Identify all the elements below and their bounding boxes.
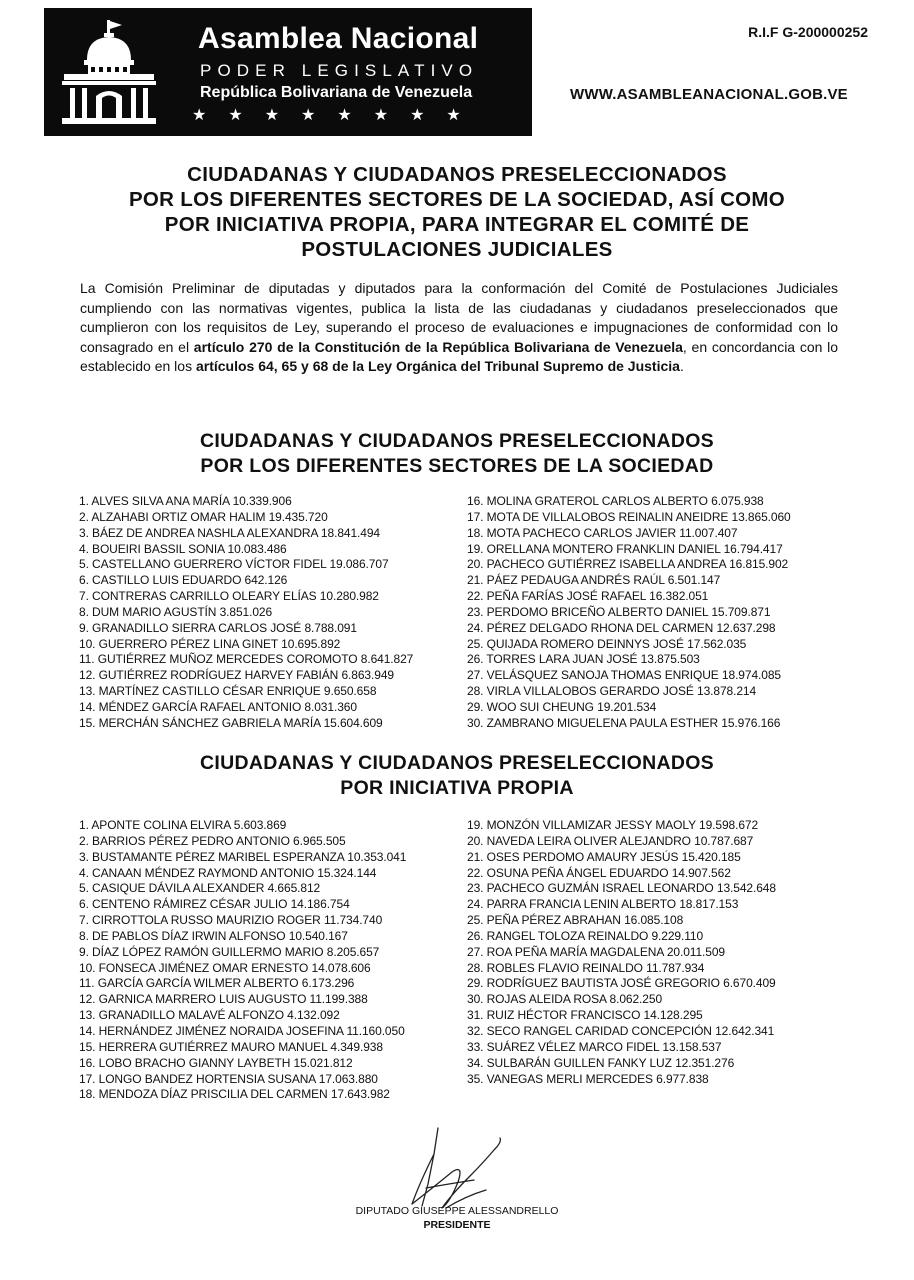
list-item: 17. LONGO BANDEZ HORTENSIA SUSANA 17.063.880 bbox=[79, 1071, 378, 1086]
list-item: 7. CONTRERAS CARRILLO OLEARY ELÍAS 10.280.982 bbox=[79, 589, 379, 604]
sectors-list-right bbox=[467, 494, 791, 732]
document-title bbox=[60, 162, 854, 262]
list-item: 25. QUIJADA ROMERO DEINNYS JOSÉ 17.562.035 bbox=[467, 636, 747, 651]
list-item: 19. MONZÓN VILLAMIZAR JESSY MAOLY 19.598.672 bbox=[467, 818, 759, 832]
section-title-line: POR LOS DIFERENTES SECTORES DE LA SOCIEDAD bbox=[200, 455, 714, 477]
own-initiative-list-left bbox=[79, 818, 406, 1103]
list-item: 32. SECO RANGEL CARIDAD CONCEPCIÓN 12.642.341 bbox=[467, 1023, 775, 1038]
section-title-own-initiative bbox=[60, 751, 854, 801]
title-line: POR LOS DIFERENTES SECTORES DE LA SOCIEDAD, ASÍ COMO bbox=[128, 188, 786, 211]
list-item: 11. GUTIÉRREZ MUÑOZ MERCEDES COROMOTO 8.641.827 bbox=[79, 652, 414, 667]
list-item: 15. MERCHÁN SÁNCHEZ GABRIELA MARÍA 15.604.609 bbox=[79, 715, 383, 730]
intro-text: La Comisión Preliminar de diputadas y diputados para la conformación del Comité de Postulaciones Judiciales cumpliendo con las normativas vigentes, publica la lista de las ciudadanas y ciudadanos preseleccionados que cumplieron con los requisitos de Ley, superando el proceso de evaluaciones e impugnaciones de conformidad con lo consagrado en el bbox=[80, 280, 838, 355]
list-item: 15. HERRERA GUTIÉRREZ MAURO MANUEL 4.349.938 bbox=[79, 1039, 383, 1054]
list-item: 10. GUERRERO PÉREZ LINA GINET 10.695.892 bbox=[79, 636, 341, 651]
list-item: 29. WOO SUI CHEUNG 19.201.534 bbox=[467, 699, 657, 714]
list-item: 27. VELÁSQUEZ SANOJA THOMAS ENRIQUE 18.974.085 bbox=[467, 668, 781, 683]
rif-number: R.I.F G-200000252 bbox=[748, 24, 868, 40]
list-item: 8. DUM MARIO AGUSTÍN 3.851.026 bbox=[79, 604, 273, 619]
list-item: 29. RODRÍGUEZ BAUTISTA JOSÉ GREGORIO 6.670.409 bbox=[467, 976, 776, 991]
list-item: 23. PERDOMO BRICEÑO ALBERTO DANIEL 15.709.871 bbox=[467, 604, 771, 619]
list-item: 12. GARNICA MARRERO LUIS AUGUSTO 11.199.388 bbox=[79, 992, 368, 1007]
list-item: 26. RANGEL TOLOZA REINALDO 9.229.110 bbox=[467, 928, 704, 943]
intro-text: . bbox=[679, 358, 684, 374]
list-item: 14. HERNÁNDEZ JIMÉNEZ NORAIDA JOSEFINA 11.160.050 bbox=[79, 1023, 405, 1038]
org-subtitle: PODER LEGISLATIVO bbox=[200, 61, 479, 80]
handwritten-signature bbox=[390, 1124, 510, 1216]
list-item: 2. BARRIOS PÉREZ PEDRO ANTONIO 6.965.505 bbox=[79, 833, 346, 848]
list-item: 1. APONTE COLINA ELVIRA 5.603.869 bbox=[79, 818, 287, 832]
list-item: 23. PACHECO GUZMÁN ISRAEL LEONARDO 13.542.648 bbox=[467, 881, 776, 896]
website-link[interactable]: WWW.ASAMBLEANACIONAL.GOB.VE bbox=[570, 86, 848, 103]
list-item: 21. OSES PERDOMO AMAURY JESÚS 15.420.185 bbox=[467, 849, 741, 864]
list-item: 26. TORRES LARA JUAN JOSÉ 13.875.503 bbox=[467, 652, 700, 667]
section-title-line: CIUDADANAS Y CIUDADANOS PRESELECCIONADOS bbox=[199, 430, 714, 452]
header-banner bbox=[44, 8, 532, 136]
list-item: 2. ALZAHABI ORTIZ OMAR HALIM 19.435.720 bbox=[79, 509, 328, 524]
list-item: 4. CANAAN MÉNDEZ RAYMOND ANTONIO 15.324.144 bbox=[79, 865, 377, 880]
title-line: CIUDADANAS Y CIUDADANOS PRESELECCIONADOS bbox=[187, 163, 727, 186]
org-name: Asamblea Nacional bbox=[198, 22, 479, 55]
list-item: 18. MENDOZA DÍAZ PRISCILIA DEL CARMEN 17.643.982 bbox=[79, 1087, 390, 1102]
list-item: 25. PEÑA PÉREZ ABRAHAN 16.085.108 bbox=[467, 913, 684, 928]
list-item: 8. DE PABLOS DÍAZ IRWIN ALFONSO 10.540.167 bbox=[79, 928, 348, 943]
section-title-sectors bbox=[60, 429, 854, 479]
list-item: 5. CASIQUE DÁVILA ALEXANDER 4.665.812 bbox=[79, 881, 321, 896]
list-item: 24. PARRA FRANCIA LENIN ALBERTO 18.817.153 bbox=[467, 897, 739, 912]
list-item: 6. CASTILLO LUIS EDUARDO 642.126 bbox=[79, 573, 288, 588]
org-country: República Bolivariana de Venezuela bbox=[200, 84, 473, 101]
sectors-list-left bbox=[79, 494, 413, 732]
list-item: 24. PÉREZ DELGADO RHONA DEL CARMEN 12.637.298 bbox=[467, 620, 776, 635]
list-item: 22. PEÑA FARÍAS JOSÉ RAFAEL 16.382.051 bbox=[467, 589, 709, 604]
intro-bold-reference: artículo 270 de la Constitución de la República Bolivariana de Venezuela bbox=[193, 338, 683, 355]
list-item: 22. OSUNA PEÑA ÁNGEL EDUARDO 14.907.562 bbox=[467, 865, 731, 880]
list-item: 34. SULBARÁN GUILLEN FANKY LUZ 12.351.276 bbox=[467, 1055, 735, 1070]
list-item: 28. ROBLES FLAVIO REINALDO 11.787.934 bbox=[467, 960, 705, 975]
list-item: 1. ALVES SILVA ANA MARÍA 10.339.906 bbox=[79, 494, 292, 508]
section-title-line: CIUDADANAS Y CIUDADANOS PRESELECCIONADOS bbox=[199, 752, 714, 774]
list-item: 30. ZAMBRANO MIGUELENA PAULA ESTHER 15.976.166 bbox=[467, 715, 781, 730]
signatory-role: PRESIDENTE bbox=[423, 1219, 491, 1231]
section-title-line: POR INICIATIVA PROPIA bbox=[340, 777, 574, 799]
star-icon: ★ bbox=[446, 107, 461, 124]
list-item: 7. CIRROTTOLA RUSSO MAURIZIO ROGER 11.734.740 bbox=[79, 913, 383, 928]
list-item: 17. MOTA DE VILLALOBOS REINALIN ANEIDRE 13.865.060 bbox=[467, 509, 791, 524]
list-item: 5. CASTELLANO GUERRERO VÍCTOR FIDEL 19.086.707 bbox=[79, 557, 389, 572]
list-item: 16. LOBO BRACHO GIANNY LAYBETH 15.021.812 bbox=[79, 1055, 353, 1070]
list-item: 28. VIRLA VILLALOBOS GERARDO JOSÉ 13.878.214 bbox=[467, 684, 757, 699]
own-initiative-list-right bbox=[467, 818, 776, 1087]
star-icon: ★ bbox=[228, 107, 243, 124]
list-item: 20. NAVEDA LEIRA OLIVER ALEJANDRO 10.787.687 bbox=[467, 833, 754, 848]
list-item: 16. MOLINA GRATEROL CARLOS ALBERTO 6.075.938 bbox=[467, 494, 764, 508]
star-row bbox=[192, 106, 461, 126]
list-item: 12. GUTIÉRREZ RODRÍGUEZ HARVEY FABIÁN 6.863.949 bbox=[79, 668, 394, 683]
list-item: 3. BÁEZ DE ANDREA NASHLA ALEXANDRA 18.841.494 bbox=[79, 525, 380, 540]
signatory-name: DIPUTADO GIUSEPPE ALESSANDRELLO bbox=[355, 1205, 559, 1217]
list-item: 3. BUSTAMANTE PÉREZ MARIBEL ESPERANZA 10.353.041 bbox=[79, 849, 407, 864]
list-item: 4. BOUEIRI BASSIL SONIA 10.083.486 bbox=[79, 541, 287, 556]
list-item: 18. MOTA PACHECO CARLOS JAVIER 11.007.407 bbox=[467, 525, 738, 540]
list-item: 21. PÁEZ PEDAUGA ANDRÉS RAÚL 6.501.147 bbox=[467, 573, 721, 588]
capitol-building-icon bbox=[60, 20, 158, 126]
list-item: 20. PACHECO GUTIÉRREZ ISABELLA ANDREA 16.815.902 bbox=[467, 557, 789, 572]
star-icon: ★ bbox=[410, 107, 425, 124]
list-item: 9. GRANADILLO SIERRA CARLOS JOSÉ 8.788.091 bbox=[79, 620, 357, 635]
list-item: 13. MARTÍNEZ CASTILLO CÉSAR ENRIQUE 9.650.658 bbox=[79, 684, 377, 699]
list-item: 31. RUIZ HÉCTOR FRANCISCO 14.128.295 bbox=[467, 1008, 703, 1023]
intro-bold-reference: artículos 64, 65 y 68 de la Ley Orgánica del Tribunal Supremo de Justicia bbox=[195, 358, 680, 374]
list-item: 33. SUÁREZ VÉLEZ MARCO FIDEL 13.158.537 bbox=[467, 1039, 722, 1054]
star-icon: ★ bbox=[192, 107, 207, 124]
title-line: POSTULACIONES JUDICIALES bbox=[301, 238, 613, 261]
title-line: POR INICIATIVA PROPIA, PARA INTEGRAR EL COMITÉ DE bbox=[164, 213, 750, 236]
intro-text: , en concordancia con lo establecido en los bbox=[80, 338, 839, 374]
star-icon: ★ bbox=[337, 107, 352, 124]
list-item: 27. ROA PEÑA MARÍA MAGDALENA 20.011.509 bbox=[467, 944, 726, 959]
list-item: 30. ROJAS ALEIDA ROSA 8.062.250 bbox=[467, 992, 663, 1007]
list-item: 6. CENTENO RÁMIREZ CÉSAR JULIO 14.186.754 bbox=[79, 897, 350, 912]
list-item: 11. GARCÍA GARCÍA WILMER ALBERTO 6.173.296 bbox=[79, 976, 355, 991]
list-item: 9. DÍAZ LÓPEZ RAMÓN GUILLERMO MARIO 8.205.657 bbox=[79, 944, 380, 959]
list-item: 35. VANEGAS MERLI MERCEDES 6.977.838 bbox=[467, 1071, 709, 1086]
list-item: 13. GRANADILLO MALAVÉ ALFONZO 4.132.092 bbox=[79, 1008, 340, 1023]
list-item: 10. FONSECA JIMÉNEZ OMAR ERNESTO 14.078.606 bbox=[79, 960, 371, 975]
star-icon: ★ bbox=[373, 107, 389, 124]
list-item: 19. ORELLANA MONTERO FRANKLIN DANIEL 16.794.417 bbox=[467, 541, 783, 556]
star-icon: ★ bbox=[264, 107, 280, 124]
intro-paragraph bbox=[80, 279, 838, 377]
list-item: 14. MÉNDEZ GARCÍA RAFAEL ANTONIO 8.031.360 bbox=[79, 699, 357, 714]
star-icon: ★ bbox=[301, 107, 316, 124]
